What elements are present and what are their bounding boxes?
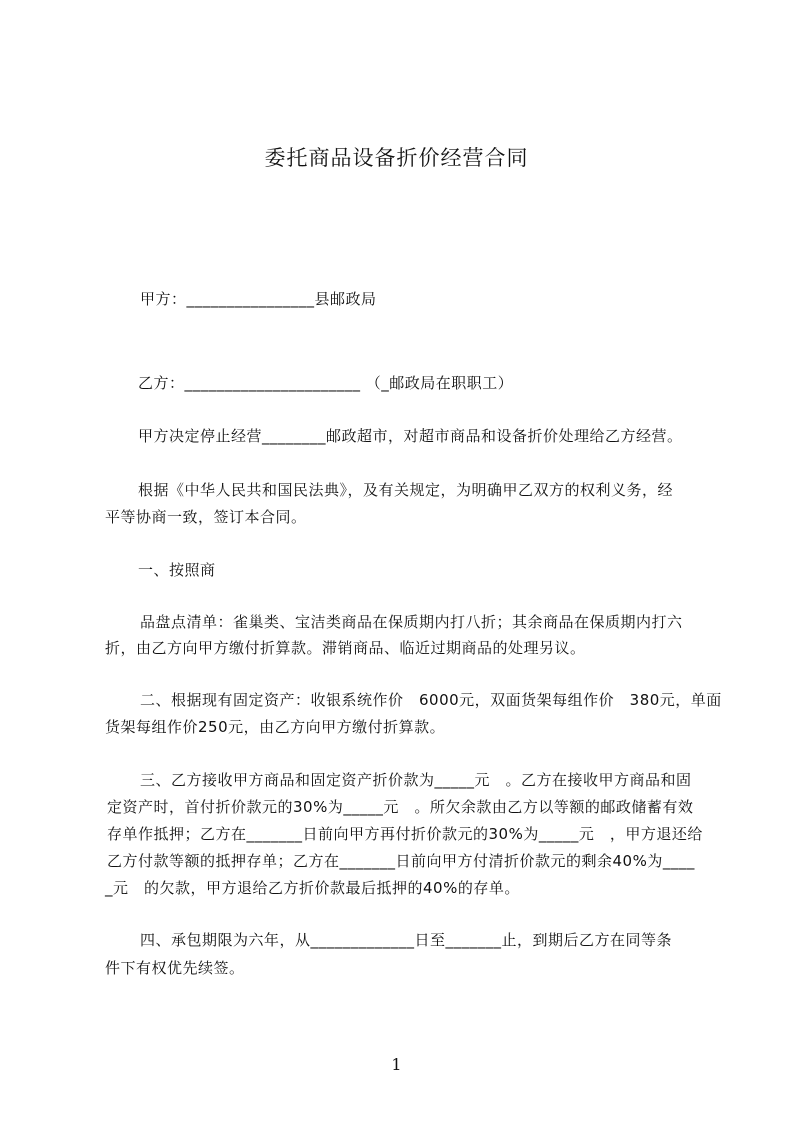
- clause-1-line-2: 折，由乙方向甲方缴付折算款。滞销商品、临近过期商品的处理另议。: [105, 639, 586, 657]
- basis-paragraph-line-1: 根据《中华人民共和国民法典》，及有关规定，为明确甲乙双方的权利义务，经: [138, 481, 674, 499]
- document-title: 委托商品设备折价经营合同: [264, 146, 529, 170]
- clause-3-line-1: 三、乙方接收甲方商品和固定资产折价款为_____元 。乙方在接收甲方商品和固: [140, 771, 692, 789]
- clause-3-line-5: _元 的欠款，甲方退给乙方折价款最后抵押的40%的存单。: [105, 879, 520, 897]
- intro-paragraph: 甲方决定停止经营________邮政超市，对超市商品和设备折价处理给乙方经营。: [138, 427, 683, 445]
- clause-4-line-1: 四、承包期限为六年，从_____________日至_______止，到期后乙方在同等条: [140, 931, 673, 949]
- clause-1-line-1: 品盘点清单：雀巢类、宝洁类商品在保质期内打八折；其余商品在保质期内打六: [140, 613, 683, 631]
- clause-3-line-3: 存单作抵押；乙方在_______日前向甲方再付折价款元的30%为_____元 ，甲方退还给: [107, 825, 703, 843]
- clause-3-line-4: 乙方付款等额的抵押存单；乙方在_______日前向甲方付清折价款元的剩余40%为____: [107, 852, 695, 870]
- party-b-line: 乙方：______________________ （_邮政局在职职工）: [138, 374, 514, 392]
- clause-3-line-2: 定资产时，首付折价款元的30%为_____元 。所欠余款由乙方以等额的邮政储蓄有效: [107, 798, 694, 816]
- basis-paragraph-line-2: 平等协商一致，签订本合同。: [105, 508, 307, 526]
- clause-4-line-2: 件下有权优先续签。: [105, 959, 245, 977]
- party-a-line: 甲方：________________县邮政局: [140, 290, 377, 308]
- clause-2-line-1: 二、根据现有固定资产：收银系统作价 6000元，双面货架每组作价 380元，单面: [140, 691, 722, 709]
- page-number: 1: [391, 1055, 402, 1074]
- clause-1-heading: 一、按照商: [138, 561, 216, 579]
- clause-2-line-2: 货架每组作价250元，由乙方向甲方缴付折算款。: [105, 718, 446, 736]
